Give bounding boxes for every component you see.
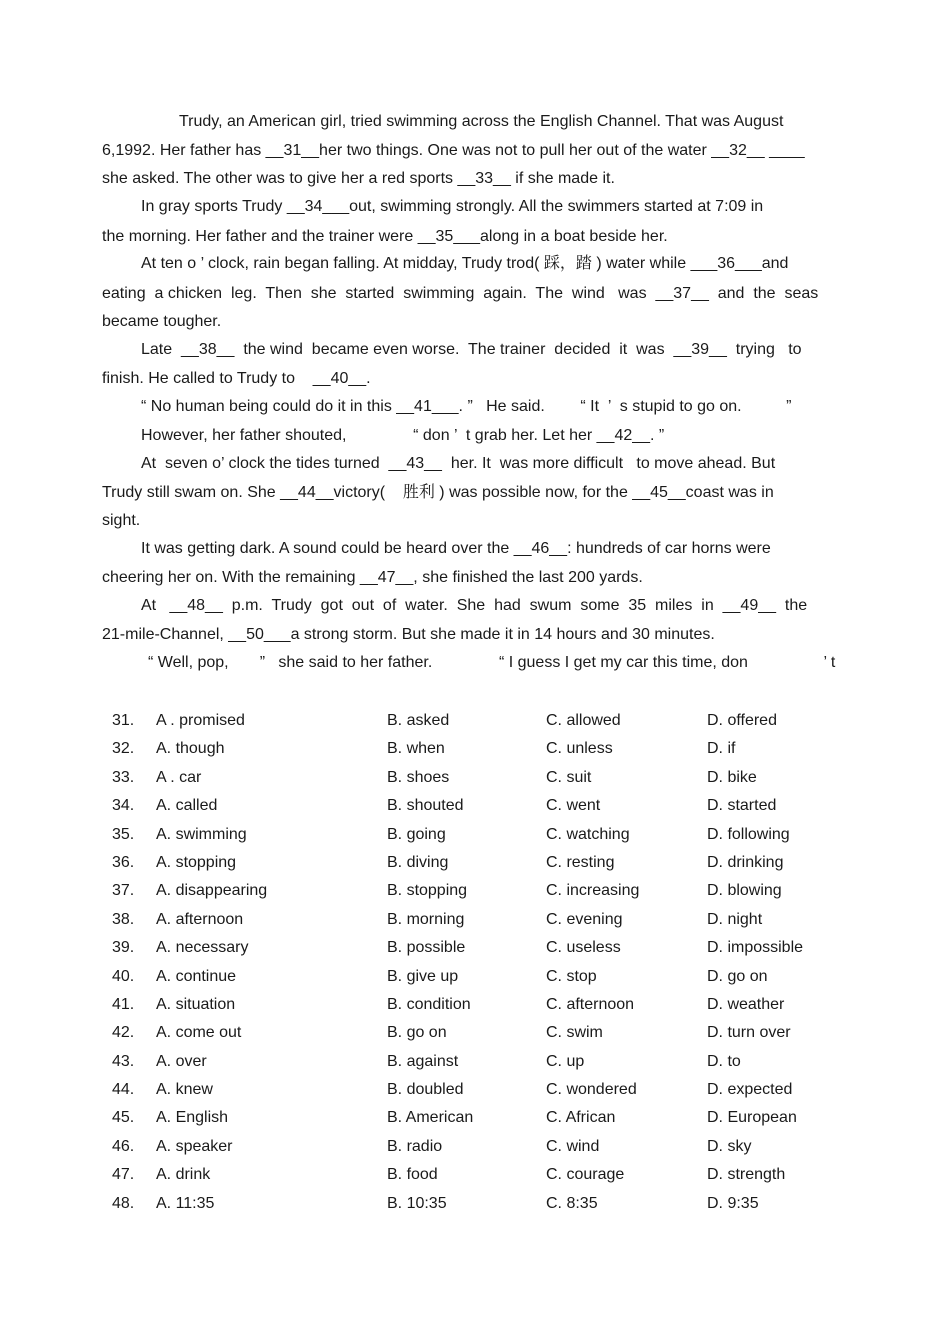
option-b: B. stopping: [387, 882, 468, 900]
question-number: 45.: [112, 1109, 135, 1127]
option-b: B. food: [387, 1166, 438, 1184]
option-a: A. speaker: [156, 1137, 233, 1155]
option-c: C. up: [546, 1052, 585, 1070]
option-b: B. doubled: [387, 1081, 464, 1099]
option-d: D. offered: [707, 712, 777, 729]
question-number: 42.: [112, 1024, 135, 1042]
option-b: B. condition: [387, 995, 471, 1013]
option-b: B. asked: [387, 712, 450, 729]
option-a: A. drink: [156, 1166, 211, 1184]
option-a: A . car: [156, 768, 202, 786]
passage-line: Trudy still swam on. She __44__victory( 胜利 ) was possible now, for the __45__coast was in: [102, 484, 774, 501]
question-row: [110, 1048, 830, 1076]
option-a: A. continue: [156, 967, 237, 985]
passage-line: Late __38__ the wind became even worse. The trainer decided it was __39__ trying to: [141, 341, 802, 358]
question-row: [110, 821, 830, 849]
question-row: [110, 963, 830, 991]
option-d: D. to: [707, 1052, 741, 1070]
option-a: A. disappearing: [156, 882, 268, 900]
option-c: C. 8:35: [546, 1194, 598, 1212]
passage-line: eating a chicken leg. Then she started swimming again. The wind was __37__ and the seas: [102, 285, 819, 302]
question-number: 48.: [112, 1194, 135, 1212]
option-b: B. 10:35: [387, 1194, 447, 1212]
passage-line: “ Well, pop, ” she said to her father. “ I guess I get my car this time, don ’ t: [148, 654, 836, 671]
option-c: C. resting: [546, 853, 615, 871]
question-number: 36.: [112, 853, 135, 871]
question-number: 39.: [112, 939, 135, 957]
option-b: B. go on: [387, 1024, 447, 1042]
passage-line: the morning. Her father and the trainer were __35___along in a boat beside her.: [102, 228, 668, 245]
option-b: B. when: [387, 740, 445, 758]
option-c: C. stop: [546, 967, 597, 985]
option-d: D. European: [707, 1109, 797, 1127]
option-d: D. turn over: [707, 1024, 791, 1042]
option-d: D. sky: [707, 1137, 752, 1155]
option-d: D. started: [707, 797, 777, 815]
option-d: D. 9:35: [707, 1194, 759, 1212]
option-c: C. swim: [546, 1024, 603, 1042]
option-d: D. drinking: [707, 853, 784, 871]
option-a: A. stopping: [156, 853, 237, 871]
question-row: [110, 1104, 830, 1132]
option-b: B. give up: [387, 967, 459, 985]
option-a: A. come out: [156, 1024, 242, 1042]
option-c: C. useless: [546, 939, 621, 957]
passage-line: At ten o ’ clock, rain began falling. At midday, Trudy trod( 踩，踏 ) water while ___36___and: [141, 255, 789, 272]
option-c: C. wondered: [546, 1081, 637, 1099]
option-b: B. radio: [387, 1137, 443, 1155]
question-number: 34.: [112, 797, 135, 815]
option-c: C. evening: [546, 910, 623, 928]
question-row: [110, 1190, 830, 1218]
option-a: A. though: [156, 740, 225, 758]
option-c: C. watching: [546, 825, 630, 843]
option-d: D. strength: [707, 1166, 786, 1184]
question-row: [110, 764, 830, 792]
passage-line: In gray sports Trudy __34___out, swimming strongly. All the swimmers started at 7:09 in: [141, 198, 764, 215]
option-c: C. African: [546, 1109, 616, 1127]
option-a: A. afternoon: [156, 910, 244, 928]
option-c: C. suit: [546, 768, 592, 786]
question-row: [110, 707, 830, 735]
question-row: [110, 991, 830, 1019]
question-number: 38.: [112, 910, 135, 928]
option-a: A . promised: [156, 712, 245, 729]
option-d: D. following: [707, 825, 790, 843]
passage-line: At seven o’ clock the tides turned __43__ her. It was more difficult to move ahead. But: [141, 455, 776, 472]
passage-line: became tougher.: [102, 313, 222, 330]
question-row: [110, 1133, 830, 1161]
option-c: C. afternoon: [546, 995, 635, 1013]
passage-line: At __48__ p.m. Trudy got out of water. She had swum some 35 miles in __49__ the: [141, 597, 808, 614]
option-b: B. diving: [387, 853, 449, 871]
option-b: B. against: [387, 1052, 459, 1070]
question-options-table: [110, 707, 830, 1218]
option-a: A. over: [156, 1052, 207, 1070]
option-d: D. if: [707, 740, 736, 758]
question-row: [110, 849, 830, 877]
question-number: 31.: [112, 712, 135, 729]
question-row: [110, 792, 830, 820]
question-number: 43.: [112, 1052, 135, 1070]
passage-line: 6,1992. Her father has __31__her two things. One was not to pull her out of the water __32__ ____: [102, 142, 805, 159]
option-a: A. English: [156, 1109, 229, 1127]
passage-line: cheering her on. With the remaining __47__, she finished the last 200 yards.: [102, 569, 643, 586]
option-b: B. going: [387, 825, 446, 843]
option-b: B. American: [387, 1109, 474, 1127]
option-c: C. went: [546, 797, 601, 815]
option-d: D. expected: [707, 1081, 793, 1099]
option-c: C. allowed: [546, 712, 621, 729]
question-number: 37.: [112, 882, 135, 900]
passage-line: “ No human being could do it in this __41___. ” He said. “ It ’ s stupid to go on. ”: [141, 398, 792, 415]
option-b: B. shoes: [387, 768, 450, 786]
question-number: 47.: [112, 1166, 135, 1184]
question-number: 35.: [112, 825, 135, 843]
option-c: C. increasing: [546, 882, 640, 900]
question-row: [110, 1076, 830, 1104]
option-b: B. shouted: [387, 797, 464, 815]
option-c: C. courage: [546, 1166, 625, 1184]
option-d: D. bike: [707, 768, 757, 786]
option-b: B. morning: [387, 910, 465, 928]
option-a: A. necessary: [156, 939, 249, 957]
option-d: D. impossible: [707, 939, 804, 957]
question-row: [110, 877, 830, 905]
question-number: 32.: [112, 740, 135, 758]
question-number: 44.: [112, 1081, 135, 1099]
option-c: C. wind: [546, 1137, 600, 1155]
option-d: D. blowing: [707, 882, 782, 900]
option-d: D. night: [707, 910, 763, 928]
question-row: [110, 735, 830, 763]
passage-line: she asked. The other was to give her a red sports __33__ if she made it.: [102, 170, 615, 187]
option-a: A. knew: [156, 1081, 213, 1099]
question-number: 41.: [112, 995, 135, 1013]
question-number: 33.: [112, 768, 135, 786]
option-d: D. go on: [707, 967, 768, 985]
passage-line: It was getting dark. A sound could be heard over the __46__: hundreds of car horns were: [141, 540, 771, 557]
option-a: A. situation: [156, 995, 236, 1013]
passage-line: 21-mile-Channel, __50___a strong storm. But she made it in 14 hours and 30 minutes.: [102, 626, 715, 643]
question-row: [110, 1161, 830, 1189]
question-number: 40.: [112, 967, 135, 985]
question-row: [110, 906, 830, 934]
question-row: [110, 1019, 830, 1047]
option-b: B. possible: [387, 939, 466, 957]
passage-line: Trudy, an American girl, tried swimming across the English Channel. That was August: [179, 113, 784, 130]
option-d: D. weather: [707, 995, 785, 1013]
question-row: [110, 934, 830, 962]
option-a: A. swimming: [156, 825, 247, 843]
question-number: 46.: [112, 1137, 135, 1155]
option-c: C. unless: [546, 740, 613, 758]
passage-line: sight.: [102, 512, 141, 529]
option-a: A. 11:35: [156, 1194, 215, 1212]
passage-line: finish. He called to Trudy to __40__.: [102, 370, 371, 387]
option-a: A. called: [156, 797, 218, 815]
passage-line: However, her father shouted, “ don ’ t grab her. Let her __42__. ”: [141, 427, 665, 444]
